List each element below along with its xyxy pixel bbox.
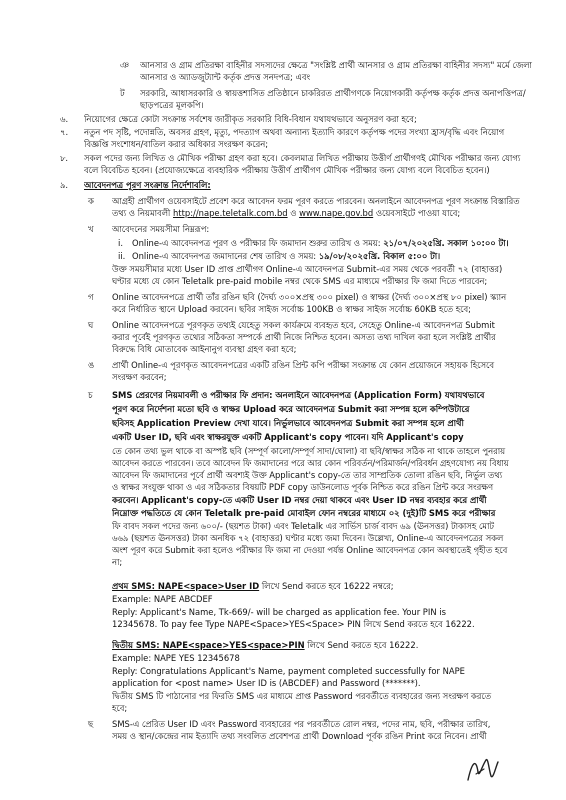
item-marker: ঞ [120, 60, 129, 70]
body-line: না; [112, 557, 123, 567]
body-line: নিম্নোক্ত পদ্ধতিতে যে কোন Teletalk pre-paid মোবাইল ফোন নম্বরের মাধ্যমে ০২ (দুই)টি SMS করে পরীক্ষার [112, 508, 496, 518]
body-line: Online আবেদনপত্রে পূরণকৃত তথ্যই যেহেতু সকল কার্যক্রমে ব্যবহৃত হবে, সেহেতু Online-এ আবেদনপত্র Submit [112, 320, 495, 330]
sms-example: Example: NAPE ABCDEF [112, 594, 213, 604]
end-datetime: ১৯/০৮/২০২৫খ্রি. বিকাল ৫:০০ টা। [318, 251, 441, 261]
body-line: আবেদন ফি জমাদানের পূর্বে প্রার্থী অবশ্যই উক্ত Applicant's copy-তে তার সাম্প্রতিক তোলা রঙিন ছবি, নির্ভুল তথ্য [112, 470, 503, 480]
body-line: ৬৬৯ (ছয়শত ঊনসত্তর) টাকা অনধিক ৭২ (বাহাত্তর) ঘণ্টার মধ্যে জমা দিবেন। উল্লেখ্য, Online-এ আবেদনপত্রের সকল [112, 533, 504, 543]
body-line: অংশ পূরণ করে Submit করা হলেও পরীক্ষার ফি জমা না দেওয়া পর্যন্ত Online আবেদনপত্র কোন অবস্থাতেই গৃহীত হবে [112, 545, 508, 555]
body-line: তে কোন তথ্য ভুল থাকে বা অস্পষ্ট ছবি (সম্পূর্ণ কালো/সম্পূর্ণ সাদা/ঘোলা) বা ছবি/স্বাক্ষর সঠিক না থাকে তাহলে পুনরায় [112, 446, 506, 456]
body-line: করবেন। Applicant's copy-তে একটি User ID নম্বর দেয়া থাকবে এবং User ID নম্বর ব্যবহার করে প্রার্থী [112, 495, 487, 505]
item-number: ৭. [60, 127, 69, 137]
sms-example: Example: NAPE YES 12345678 [112, 653, 240, 663]
body-line: আগ্রহী প্রার্থীগণ ওয়েবসাইটে প্রবেশ করে আবেদন ফরম পূরণ করতে পারবেন। অনলাইনে আবেদনপত্র পূরণ সংক্রান্ত বিস্তারিত [112, 196, 520, 206]
item-marker: ক [88, 196, 94, 206]
body-line: SMS প্রেরণের নিয়মাবলী ও পরীক্ষার ফি প্রদান: অনলাইনে আবেদনপত্র (Application Form) যথাযথভাবে [112, 390, 485, 400]
body-text: ও [287, 208, 300, 218]
body-line: বিরুদ্ধে বিধি মোতাবেক আইনানুগ ব্যবস্থা গ্রহণ করা হবে; [112, 344, 297, 354]
sms-first-line [112, 581, 550, 593]
body-line: ফি বাবদ সকল পদের জন্য ৬০০/- (ছয়শত টাকা) এবং Teletalk এর সার্ভিস চার্জ বাবদ ৬৯ (ঊনসত্তর) টাকাসহ মোট [112, 521, 494, 531]
sms-second-label: দ্বিতীয় SMS: NAPE<space>YES<space>PIN [112, 640, 305, 650]
sms-second-line [112, 640, 550, 652]
body-line: SMS-এ প্রেরিত User ID এবং Password ব্যবহারের পর পরবর্তীতে রোল নম্বর, পদের নাম, ছবি, পরীক্ষার তারিখ, [112, 719, 491, 729]
item-marker: ঙ [88, 360, 95, 370]
body-line: নতুন পদ সৃষ্টি, পদোন্নতি, অবসর গ্রহণ, মৃত্যু, পদত্যাগ অথবা অন্যান্য ইত্যাদি কারণে কর্তৃপক্ষ পদের সংখ্যা হ্রাস/বৃদ্ধি এবং নিয়োগ [84, 127, 505, 137]
nape-url-link[interactable]: www.nape.gov.bd [299, 208, 374, 218]
roman-marker: i. [118, 238, 123, 248]
item-number: ৬. [60, 114, 69, 124]
item-marker: ঘ [88, 320, 94, 330]
body-line: প্রার্থী Online-এ পূরণকৃত আবেদনপত্রের একটি রঙিন প্রিন্ট কপি পরীক্ষা সংক্রান্ত যে কোন প্রয়োজনে সহায়ক হিসেবে [112, 360, 495, 370]
body-line: আবেদনের সময়সীমা নিম্নরূপ: [112, 224, 210, 234]
item-marker: চ [88, 390, 93, 400]
item-number: ৮. [60, 153, 69, 163]
body-line: আনসার ও অ্যাডজুট্যান্ট কর্তৃক প্রদত্ত সনদপত্র; এবং [140, 72, 311, 82]
body-text: লিখে Send করতে হবে 16222 নম্বরে; [259, 581, 394, 591]
body-line: একটি User ID, ছবি এবং স্বাক্ষরযুক্ত একটি Applicant's copy পাবেন। যদি Applicant's copy [112, 432, 464, 442]
sms-reply: 12345678. To pay fee Type NAPE<Space>YES<Space> PIN লিখে Send করতে হবে 16222. [112, 619, 475, 629]
body-line: বলে বিবেচিত হবেন। (প্রযোজ্যক্ষেত্রে ব্যবহারিক পরীক্ষায় উত্তীর্ণ প্রার্থীগণ মৌখিক পরীক্ষার জন্য যোগ্য বলে বিবেচিত হবেন।) [84, 165, 490, 175]
body-text: Online-এ আবেদনপত্র পূরণ ও পরীক্ষার ফি জমাদান শুরুর তারিখ ও সময়: [132, 238, 384, 248]
item-marker: গ [88, 292, 94, 302]
item-marker: ট [120, 88, 125, 98]
item-marker: খ [88, 224, 94, 234]
body-line [132, 251, 550, 263]
body-line: করে নির্ধারিত স্থানে Upload করবেন। ছবির সাইজ সর্বোচ্চ 100KB ও স্বাক্ষর সাইজ সর্বোচ্চ 60KB হতে হবে; [112, 304, 472, 314]
body-line: ও স্বাক্ষর সংযুক্ত থাকা ও এর সঠিকতার বিষয়টি PDF copy ডাউনলোড পূর্বক নিশ্চিত করে রঙিন প্রিন্ট করে সংরক্ষণ [112, 482, 494, 492]
body-line: আনসার ও গ্রাম প্রতিরক্ষা বাহিনীর সদস্যদের ক্ষেত্রে "সংশ্লিষ্ট প্রার্থী আনসার ও গ্রাম প্রতিরক্ষা বাহিনীর সদস্য" মর্মে জেলা [140, 60, 532, 70]
body-line: সংরক্ষণ করবেন; [112, 372, 167, 382]
sms-first-label: প্রথম SMS: NAPE<space>User ID [112, 581, 260, 591]
sms-reply: Reply: Congratulations Applicant's Name, payment completed successfully for NAPE [112, 666, 465, 676]
body-text: ওয়েবসাইটে পাওয়া যাবে; [373, 208, 461, 218]
body-line: Online আবেদনপত্রে প্রার্থী তাঁর রঙিন ছবি (দৈর্ঘ্য ৩০০×প্রস্থ ৩০০ pixel) ও স্বাক্ষর (দৈর্ঘ্য ৩০০×প্রস্থ ৮০ pixel) স্ক্যান [112, 292, 507, 302]
body-text: Online-এ আবেদনপত্র জমাদানের শেষ তারিখ ও সময়: [132, 251, 319, 261]
body-line [132, 238, 550, 250]
body-line: বিজ্ঞপ্তি সংশোধন/বাতিল করার অধিকার সংরক্ষণ করেন; [84, 139, 269, 149]
body-line: করার পূর্বেই পূরণকৃত তথ্যের সঠিকতা সম্পর্কে প্রার্থী নিজে নিশ্চিত হবেন। অসত্য তথ্য দাখিল করা হলে সংশ্লিষ্ট প্রার্থীর [112, 332, 496, 342]
teletalk-url-link[interactable]: http://nape.teletalk.com.bd [173, 208, 288, 218]
roman-marker: ii. [118, 251, 126, 261]
sms-reply: application for <post name> User ID is (ABCDEF) and Password (*******). [112, 678, 421, 688]
body-line [112, 208, 550, 220]
body-text: তথ্য ও নিয়মাবলী [112, 208, 173, 218]
item-marker: ছ [88, 719, 94, 729]
body-line: সরকারি, আধাসরকারি ও স্বায়ত্তশাসিত প্রতিষ্ঠানে চাকরিরত প্রার্থীগণকে নিয়োগকারী কর্তৃপক্ষ কর্তৃক প্রদত্ত অনাপত্তিপত্র/ [140, 88, 526, 98]
body-line: দ্বিতীয় SMS টি পাঠানোর পর ফিরতি SMS এর মাধ্যমে প্রাপ্ত Password পরবর্তীতে ব্যবহারের জন্য সংরক্ষণ করতে [112, 691, 492, 701]
body-line: পূরণ করে নির্দেশনা মতো ছবি ও স্বাক্ষর Upload করে আবেদনপত্র Submit করা সম্পন্ন হলে কম্পিউটারে [112, 404, 470, 414]
body-line: ছবিসহ Application Preview দেখা যাবে। নির্ভুলভাবে আবেদনপত্র Submit করা সম্পন্ন হলে প্রার্থী [112, 418, 464, 428]
body-line: আবেদন করতে পারবেন। তবে আবেদন ফি জমাদানের পরে আর কোন পরিবর্তন/পরিমার্জন/পরিবর্ধন গ্রহণযোগ্য নয় বিধায় [112, 458, 509, 468]
body-text: লিখে Send করতে হবে 16222. [304, 640, 419, 650]
section-heading: আবেদনপত্র পূরণ সংক্রান্ত নির্দেশাবলি: [84, 180, 211, 190]
item-number: ৯. [60, 180, 69, 190]
start-datetime: ২১/০৭/২০২৫খ্রি. সকাল ১০:০০ টা। [383, 238, 509, 248]
body-line: ঘণ্টার মধ্যে যে কোন Teletalk pre-paid mobile নম্বর থেকে SMS এর মাধ্যমে পরীক্ষার ফি জমা দিতে পারবেন; [112, 276, 488, 286]
body-line: সময় ও স্থান/কেন্দ্রের নাম ইত্যাদি তথ্য সংবলিত প্রবেশপত্র প্রার্থী Download পূর্বক রঙিন Print করে নিবেন। প্রার্থী [112, 731, 487, 741]
handwritten-signature [462, 752, 502, 786]
sms-reply: Reply: Applicant's Name, Tk-669/- will be charged as application fee. Your PIN is [112, 607, 446, 617]
body-line: ছাড়পত্রের মূলকপি। [140, 100, 204, 110]
body-line: হবে; [112, 703, 128, 713]
body-line: সকল পদের জন্য লিখিত ও মৌখিক পরীক্ষা গ্রহণ করা হবে। কেবলমাত্র লিখিত পরীক্ষায় উত্তীর্ণ প্রার্থীগণই মৌখিক পরীক্ষার জন্য যোগ্য [84, 153, 521, 163]
body-line: নিয়োগের ক্ষেত্রে কোটা সংক্রান্ত সর্বশেষ জারীকৃত সরকারি বিধি-বিধান যথাযথভাবে অনুসরণ করা হবে; [84, 114, 417, 124]
body-line: উক্ত সময়সীমার মধ্যে User ID প্রাপ্ত প্রার্থীগণ Online-এ আবেদনপত্র Submit-এর সময় থেকে পরবর্তী ৭২ (বাহাত্তর) [112, 264, 503, 274]
